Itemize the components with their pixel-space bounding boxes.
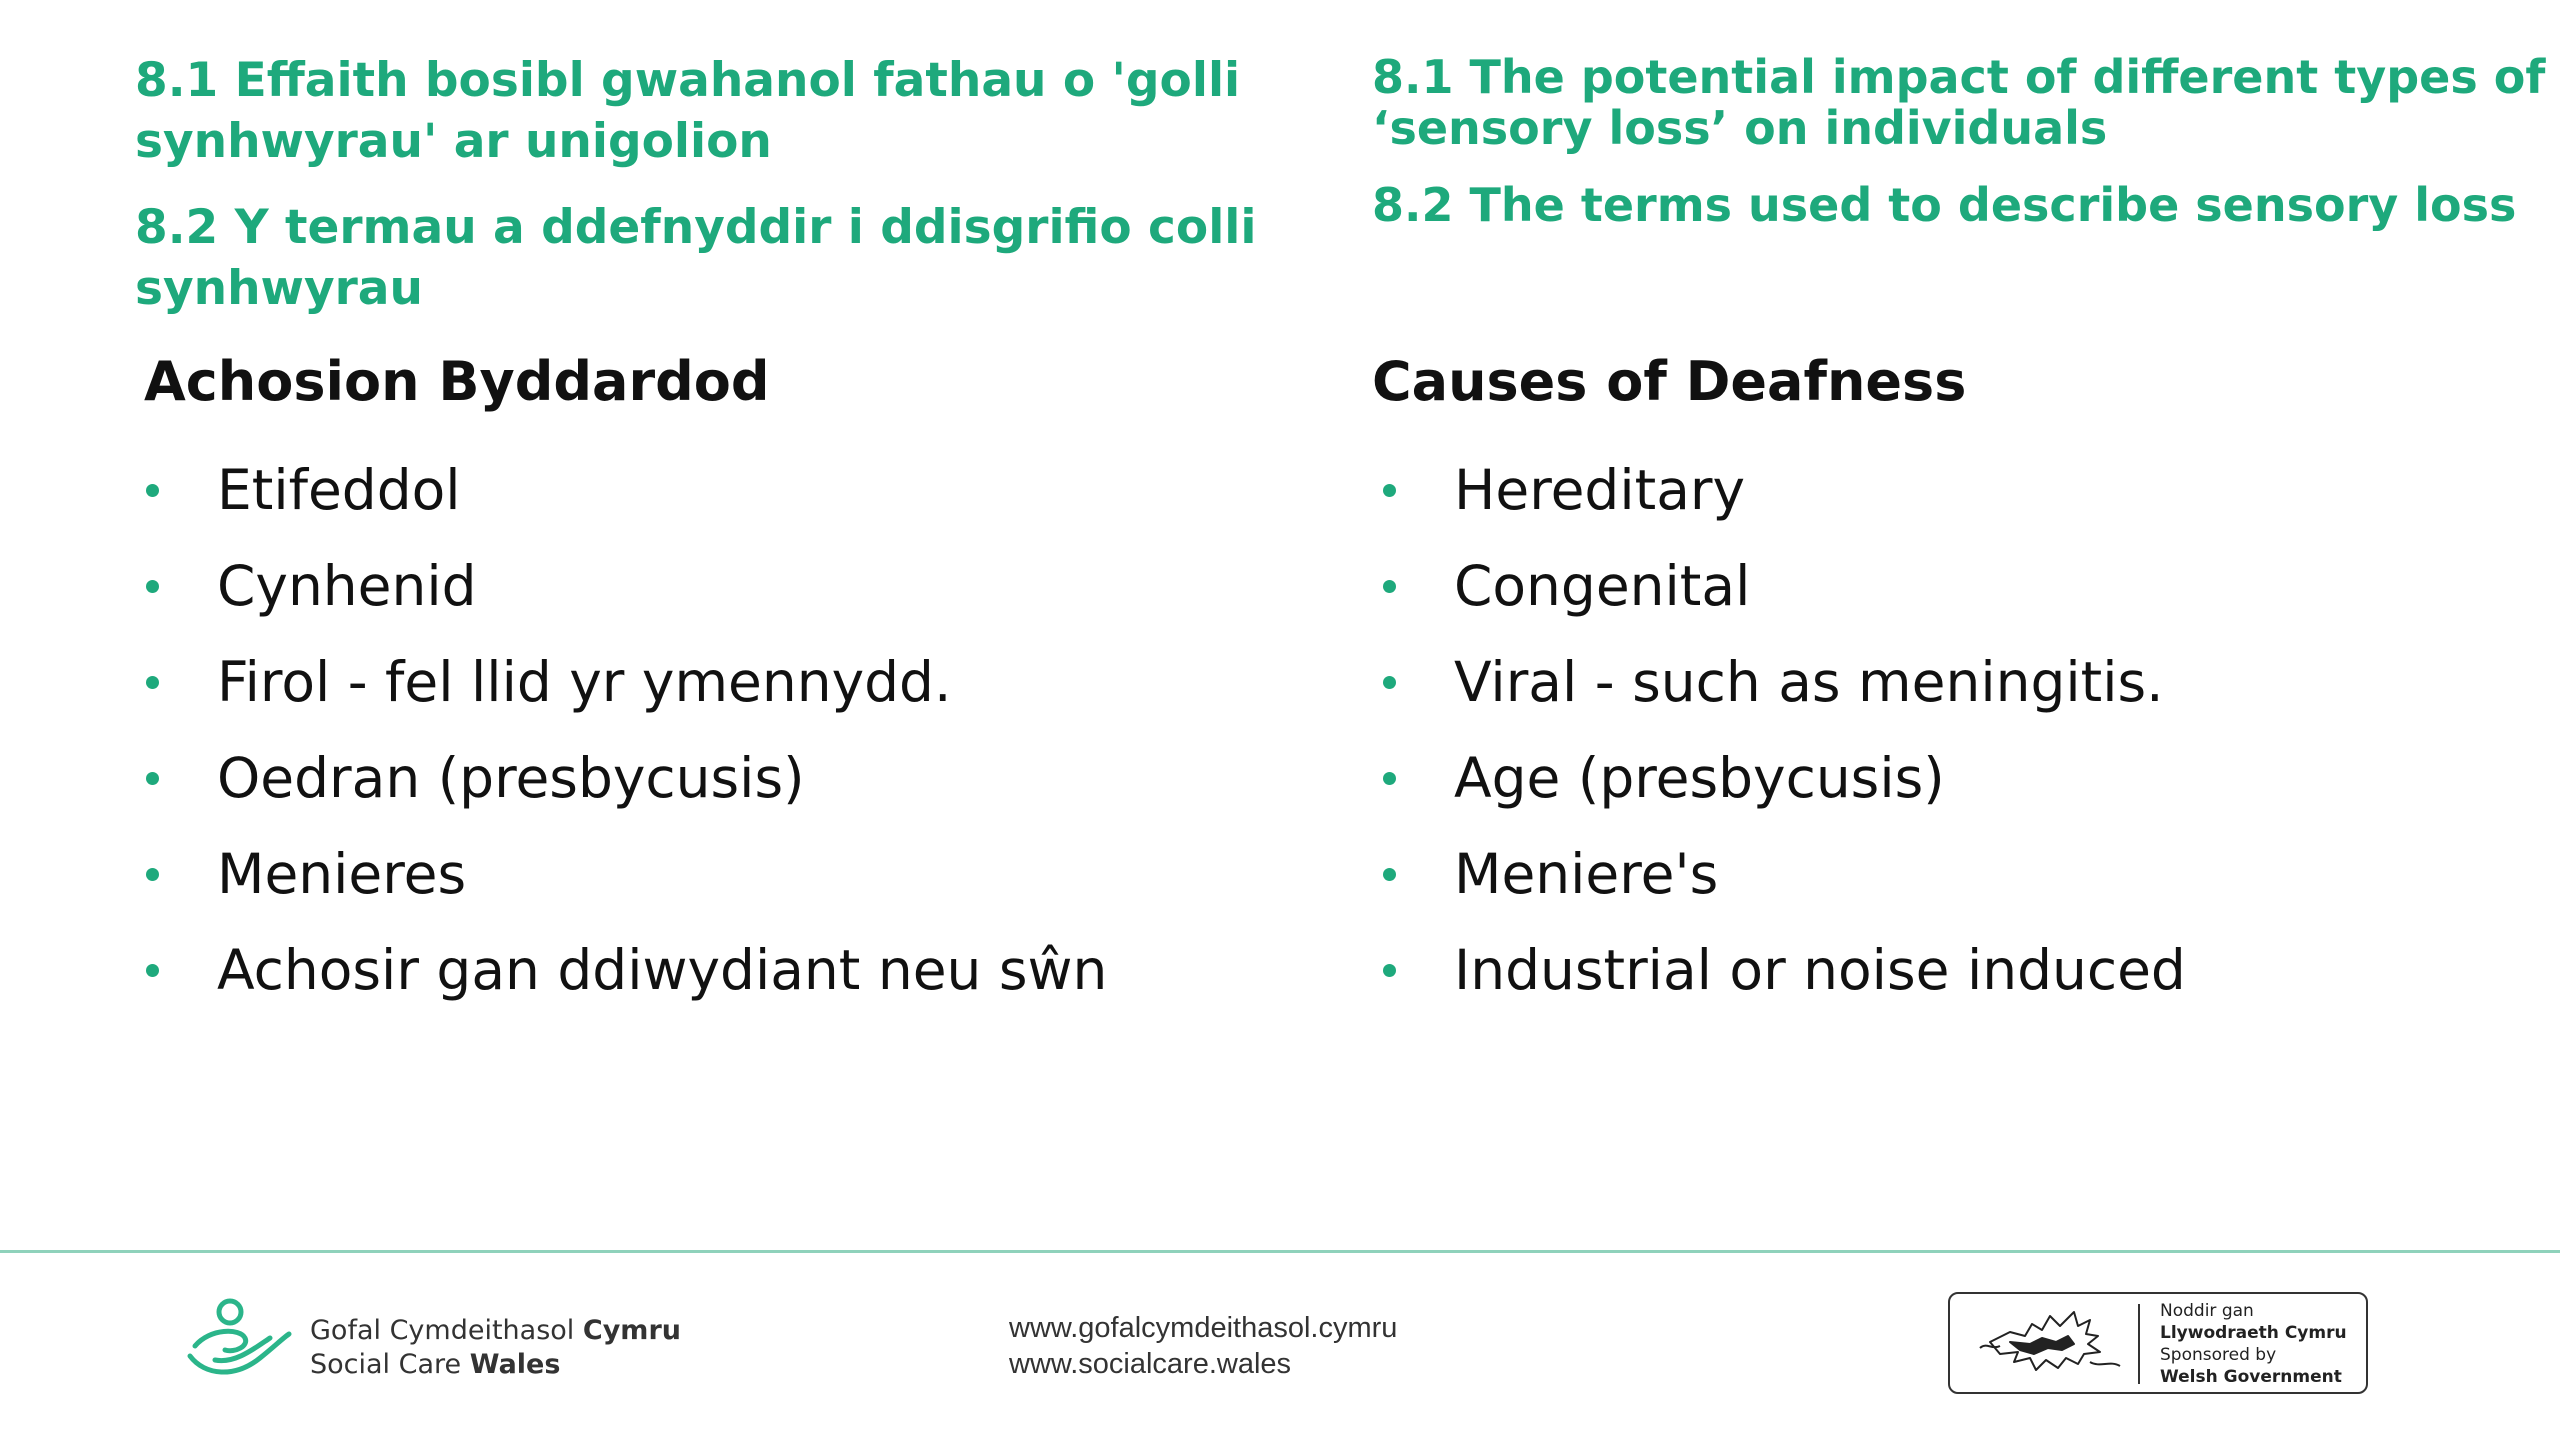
welsh-outcome-8-1-line2: synhwyrau' ar unigolion — [135, 114, 772, 169]
social-care-wales-logo — [185, 1298, 705, 1380]
welsh-outcome-8-2-line2: synhwyrau — [135, 261, 423, 316]
welsh-government-logo — [1948, 1292, 2368, 1394]
english-outcome-8-2: 8.2 The terms used to describe sensory loss — [1372, 178, 2517, 232]
bullet-icon — [1383, 484, 1396, 497]
list-item: Etifeddol — [135, 450, 1235, 530]
social-care-wales-emblem-icon — [185, 1298, 295, 1380]
list-item: Congenital — [1372, 546, 2472, 626]
welsh-outcome-8-1-line1: 8.1 Effaith bosibl gwahanol fathau o 'golli — [135, 53, 1241, 108]
list-item: Cynhenid — [135, 546, 1235, 626]
english-outcome-8-1-line2: ‘sensory loss’ on individuals — [1372, 101, 2108, 155]
bullet-icon — [146, 676, 159, 689]
bullet-icon — [1383, 676, 1396, 689]
gov-logo-divider — [2138, 1304, 2140, 1384]
bullet-icon — [146, 580, 159, 593]
bullet-icon — [1383, 868, 1396, 881]
url-english: www.socialcare.wales — [1009, 1348, 1292, 1380]
bullet-icon — [146, 772, 159, 785]
list-item: Hereditary — [1372, 450, 2472, 530]
gov-logo-text: Noddir gan Llywodraeth Cymru Sponsored by Welsh Government — [2160, 1301, 2347, 1387]
welsh-outcome-8-2-line1: 8.2 Y termau a ddefnyddir i ddisgrifio colli — [135, 200, 1257, 255]
list-item: Viral - such as meningitis. — [1372, 642, 2472, 722]
url-welsh: www.gofalcymdeithasol.cymru — [1009, 1312, 1398, 1344]
bullet-icon — [1383, 580, 1396, 593]
list-item: Menieres — [135, 834, 1235, 914]
list-item: Oedran (presbycusis) — [135, 738, 1235, 818]
bullet-icon — [1383, 772, 1396, 785]
bullet-icon — [146, 964, 159, 977]
bullet-icon — [146, 484, 159, 497]
english-outcome-8-1-line1: 8.1 The potential impact of different types of — [1372, 50, 2546, 104]
list-item: Firol - fel llid yr ymennydd. — [135, 642, 1235, 722]
list-item: Industrial or noise induced — [1372, 930, 2472, 1010]
footer-divider — [0, 1250, 2560, 1253]
welsh-dragon-icon — [1970, 1302, 2130, 1386]
list-item: Achosir gan ddiwydiant neu sŵn — [135, 930, 1235, 1010]
bullet-icon — [146, 868, 159, 881]
list-item: Age (presbycusis) — [1372, 738, 2472, 818]
social-care-wales-wordmark: Gofal Cymdeithasol Cymru Social Care Wales — [310, 1315, 681, 1380]
footer-urls — [1009, 1310, 1397, 1382]
english-heading: Causes of Deafness — [1372, 350, 1967, 413]
welsh-heading: Achosion Byddardod — [144, 350, 770, 413]
list-item: Meniere's — [1372, 834, 2472, 914]
bullet-icon — [1383, 964, 1396, 977]
